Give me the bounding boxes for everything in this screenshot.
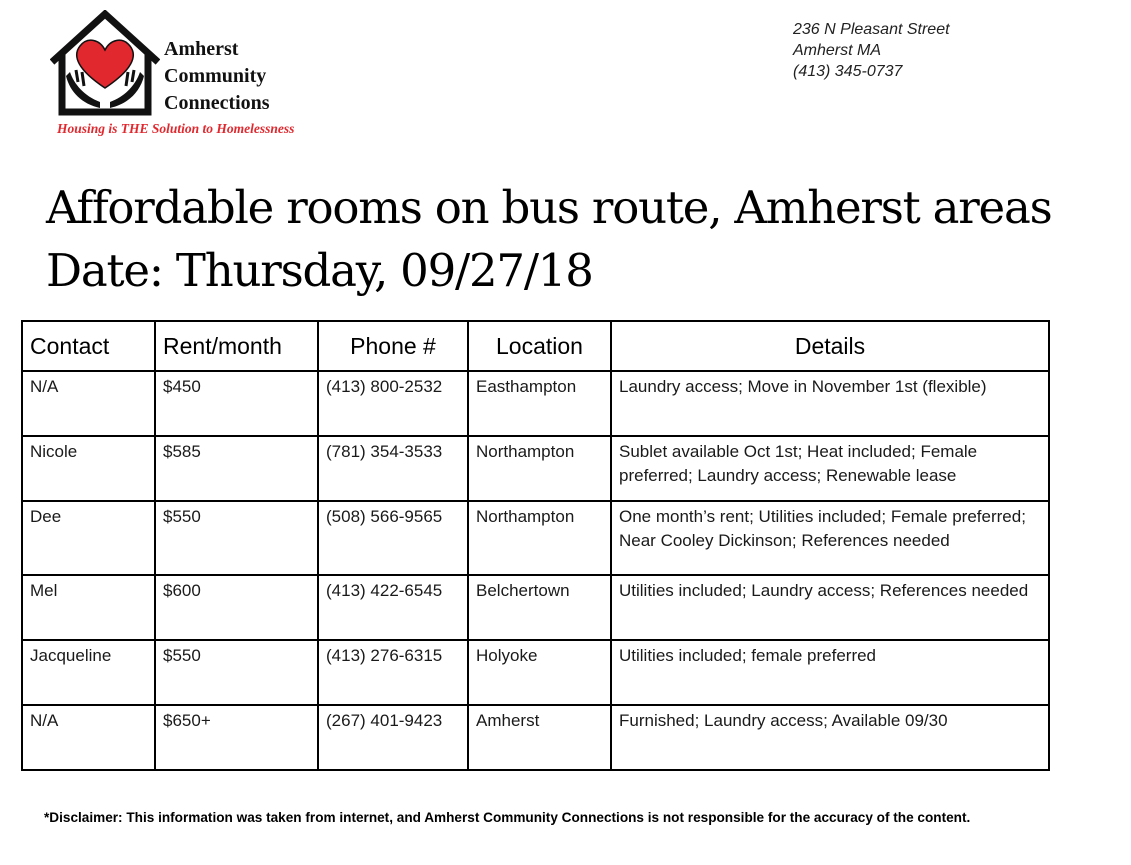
cell-phone: (413) 800-2532	[318, 371, 468, 436]
cell-rent: $550	[155, 640, 318, 705]
cell-details: Utilities included; Laundry access; References needed	[611, 575, 1049, 640]
cell-location: Northampton	[468, 501, 611, 575]
org-name: Amherst Community Connections	[164, 38, 270, 114]
header-rent: Rent/month	[155, 321, 318, 371]
title-date: Date: Thursday, 09/27/18	[46, 244, 593, 297]
cell-contact: Jacqueline	[22, 640, 155, 705]
header-location: Location	[468, 321, 611, 371]
table-row	[22, 575, 1049, 640]
org-address	[793, 19, 950, 82]
house-heart-hands-icon	[50, 10, 160, 120]
cell-location: Belchertown	[468, 575, 611, 640]
cell-phone: (781) 354-3533	[318, 436, 468, 501]
org-tagline: Housing is THE Solution to Homelessness	[57, 121, 295, 136]
cell-location: Easthampton	[468, 371, 611, 436]
cell-details: Utilities included; female preferred	[611, 640, 1049, 705]
cell-contact: N/A	[22, 371, 155, 436]
cell-rent: $585	[155, 436, 318, 501]
table-row	[22, 501, 1049, 575]
page-title	[46, 176, 1052, 302]
address-street: 236 N Pleasant Street	[793, 21, 950, 38]
cell-location: Holyoke	[468, 640, 611, 705]
cell-details: Laundry access; Move in November 1st (flexible)	[611, 371, 1049, 436]
header-details: Details	[611, 321, 1049, 371]
cell-contact: Nicole	[22, 436, 155, 501]
listings-table	[21, 320, 1050, 771]
table-row	[22, 705, 1049, 770]
cell-phone: (413) 276-6315	[318, 640, 468, 705]
address-phone: (413) 345-0737	[793, 63, 903, 80]
org-logo	[50, 10, 350, 140]
cell-contact: Mel	[22, 575, 155, 640]
cell-contact: Dee	[22, 501, 155, 575]
cell-location: Amherst	[468, 705, 611, 770]
disclaimer: *Disclaimer: This information was taken from internet, and Amherst Community Connections is not responsible for the accuracy of the content.	[44, 810, 971, 825]
table-row	[22, 371, 1049, 436]
cell-location: Northampton	[468, 436, 611, 501]
title-line-1: Affordable rooms on bus route, Amherst areas	[46, 181, 1052, 234]
address-city: Amherst MA	[793, 42, 882, 59]
table-row	[22, 436, 1049, 501]
cell-details: One month’s rent; Utilities included; Female preferred; Near Cooley Dickinson; References needed	[611, 501, 1049, 575]
cell-phone: (508) 566-9565	[318, 501, 468, 575]
table-header-row	[22, 321, 1049, 371]
cell-rent: $600	[155, 575, 318, 640]
cell-phone: (267) 401-9423	[318, 705, 468, 770]
header-contact: Contact	[22, 321, 155, 371]
table-row	[22, 640, 1049, 705]
cell-rent: $550	[155, 501, 318, 575]
header-phone: Phone #	[318, 321, 468, 371]
cell-details: Furnished; Laundry access; Available 09/30	[611, 705, 1049, 770]
cell-rent: $450	[155, 371, 318, 436]
cell-contact: N/A	[22, 705, 155, 770]
cell-phone: (413) 422-6545	[318, 575, 468, 640]
cell-rent: $650+	[155, 705, 318, 770]
cell-details: Sublet available Oct 1st; Heat included; Female preferred; Laundry access; Renewable lease	[611, 436, 1049, 501]
